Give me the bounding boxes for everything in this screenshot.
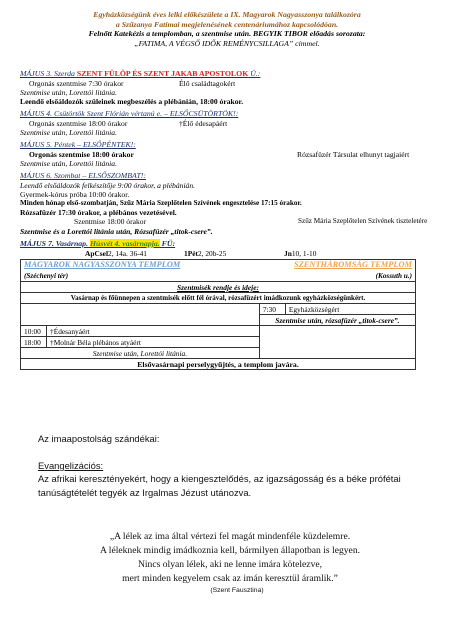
mass-line: [20, 217, 436, 226]
table-row: [21, 293, 416, 304]
table-row: [21, 315, 416, 326]
quote-block: [40, 530, 420, 595]
table-row: [21, 260, 416, 271]
right-after-mass: Szentmise után, rózsafüzér „titok-csere”.: [259, 315, 415, 326]
after-mass-line: [20, 128, 436, 137]
day-may-3: [20, 69, 436, 106]
sunday-schedule-table: [20, 259, 416, 370]
right-time: 7:30: [259, 304, 285, 315]
reading-verse: 10, 1-10: [291, 249, 317, 259]
empty-cell: [259, 348, 415, 359]
empty-cell: [259, 326, 415, 337]
header: [20, 10, 434, 49]
left-time: 10:00: [21, 326, 47, 337]
mass-intention: †Élő édesapáért: [179, 118, 228, 128]
after-mass-line: [20, 88, 436, 97]
mass-order-note: Vasárnap és főünnepen a szentmisék előtt fél órával, rózsafüzért imádkozunk egyházközségünkért.: [21, 293, 416, 304]
quote-line-2: A léleknek mindig imádkoznia kell, bármilyen állapotban is legyen.: [99, 544, 361, 556]
table-row: [21, 348, 416, 359]
day-may-6: [20, 171, 436, 236]
notice-line: [20, 190, 436, 199]
collection-note: Elsővasárnapi perselygyűjtés, a templom javára.: [21, 359, 416, 370]
prayer-heading: Az imaapostolság szándékai:: [38, 433, 160, 444]
quote-line-4: mert minden kegyelem csak az imán keresztül áramlik.”: [122, 572, 338, 584]
notice-line: [20, 227, 436, 236]
mass-time: Orgonás szentmise 18:00 órakor: [29, 118, 128, 128]
notice-text: Rózsafüzér 17:30 órakor, a plébános vezetésével.: [20, 208, 177, 218]
mass-line: [20, 119, 436, 128]
table-row: [21, 359, 416, 370]
reading-1: [85, 249, 184, 258]
left-time: 18:00: [21, 337, 47, 348]
day-title: [20, 239, 436, 249]
day-title: MÁJUS 5. Péntek – ELSŐPÉNTEK!:: [20, 140, 136, 150]
notice-line: [20, 181, 436, 190]
church-left: MAGYAROK NAGYASSZONYA TEMPLOM: [24, 260, 181, 270]
day-may-7: [20, 239, 436, 259]
header-line-2: a Szűzanya Fatimai megjelenésének centenáriumához kapcsolódóan.: [115, 19, 339, 29]
table-row: [21, 326, 416, 337]
left-intention: †Molnár Béla plébános atyáért: [47, 337, 260, 348]
notice-text: Leendő elsőáldozók szüleinek megbeszélés a plébánián, 18:00 órakor.: [20, 97, 244, 106]
mass-line: [20, 150, 436, 159]
church-right-address: (Kossuth u.): [259, 271, 415, 282]
mass-time: Orgonás szentmise 7:30 órakor: [29, 78, 124, 88]
reading-2: [184, 249, 284, 258]
empty-cell: [259, 337, 415, 348]
mass-order-title: Szentmisék rendje és ideje:: [21, 282, 416, 293]
notice-text: Minden hónap első-szombatján, Szűz Mária Szeplőtelen Szívének engesztelése 17:15 órakor.: [20, 199, 302, 208]
reading-ref: 1Pét: [184, 249, 198, 259]
church-right-cell: [259, 260, 415, 271]
table-row: [21, 337, 416, 348]
prayer-text-1: Az afrikai keresztényekért, hogy a kiengesztelődés, az igazságosság és a béke prófétai: [38, 473, 401, 484]
quote-source: (Szent Fausztina): [210, 586, 264, 594]
day-may-4: [20, 109, 436, 137]
empty-cell: [21, 304, 260, 315]
day-title-text: MÁJUS 7. Vasárnap.: [20, 238, 90, 248]
notice-text: Gyermek-kórus próba 10:00 órakor.: [20, 190, 130, 199]
mass-time: Orgonás szentmise 18:00 órakor: [29, 149, 134, 159]
reading-verse: 2, 20b-25: [197, 249, 227, 259]
reading-3: [284, 249, 316, 258]
mass-time: Szentmise 18:00 órakor: [74, 217, 147, 227]
day-title: MÁJUS 4. Csütörtök Szent Flórián vértanú e. – ELSŐCSÜTÖRTÖK!:: [20, 109, 239, 119]
header-line-1: Egyházközségünk éves lelki előkészülete a IX. Magyarok Nagyasszonya találkozóra: [93, 10, 361, 19]
readings: [20, 249, 436, 258]
day-title-suffix: Ü.:: [248, 69, 261, 78]
quote-line-1: „A lélek az ima által vértezi fel magát mindenféle küzdelemre.: [109, 531, 351, 542]
day-title: [20, 69, 436, 79]
after-mass-text: Szentmise után, Lorettói litánia.: [20, 128, 117, 137]
table-row: [21, 271, 416, 282]
mass-intention: Szűz Mária Szeplőtelen Szívének tiszteletére: [298, 217, 428, 226]
after-mass-text: Szentmise után, Lorettói litánia.: [20, 159, 117, 168]
notice-line: [20, 97, 436, 106]
day-title-suffix: FÜ:: [159, 238, 176, 248]
left-intention: †Édesanyáért: [47, 326, 260, 337]
mass-line: [20, 79, 436, 88]
header-line-4: „FATIMA, A VÉGSŐ IDŐK REMÉNYCSILLAGA” címmel.: [134, 39, 320, 49]
reading-verse: 2, 14a. 36-41: [108, 249, 147, 259]
church-left-address: (Széchenyi tér): [21, 271, 260, 282]
header-line-3: Felnőtt Katekézis a templomban, a szentmise után. BEGYIK TIBOR előadás sorozata:: [88, 29, 366, 39]
sunday-name: Húsvét 4. vasárnapja.: [89, 238, 160, 248]
church-right: SZENTHÁROMSÁG TEMPLOM: [294, 260, 412, 270]
reading-ref: ApCsel: [85, 249, 108, 259]
notice-text: Szentmise és a Lorettói litánia után, Rózsafüzér „titok-csere”.: [20, 226, 213, 236]
notice-line: [20, 208, 436, 217]
quote-line-3: Nincs olyan lélek, aki ne lenne imára kötelezve,: [137, 558, 323, 570]
day-may-5: [20, 140, 436, 168]
prayer-text-2: tanúságtételét tegyék az Irgalmas Jézust utánozva.: [38, 487, 252, 498]
prayer-subheading: Evangelizációs:: [38, 460, 104, 471]
day-title: MÁJUS 6. Szombat – ELSŐSZOMBAT!:: [20, 171, 146, 181]
reading-ref: Jn: [284, 249, 292, 259]
notice-line: [20, 199, 436, 208]
day-title-text: MÁJUS 3. Szerda: [20, 69, 77, 78]
church-left-cell: [21, 260, 260, 271]
schedule-content: [20, 69, 436, 370]
after-mass-line: [20, 159, 436, 168]
table-row: [21, 304, 416, 315]
feast-name: SZENT FÜLÖP ÉS SZENT JAKAB APOSTOLOK: [76, 69, 249, 78]
after-mass-text: Szentmise után, Lorettói litánia.: [20, 87, 117, 97]
mass-intention: Rózsafüzér Társulat elhunyt tagjaiért: [297, 149, 410, 159]
notice-text: Leendő elsőáldozók felkészítője 9:00 órakor, a plébánián.: [20, 180, 196, 190]
table-row: [21, 282, 416, 293]
left-after-mass: Szentmise után, Lorettói litánia.: [21, 348, 260, 359]
empty-cell: [21, 315, 260, 326]
mass-intention: Élő családtagokért: [179, 78, 236, 88]
right-intention: Egyházközségért: [285, 304, 415, 315]
